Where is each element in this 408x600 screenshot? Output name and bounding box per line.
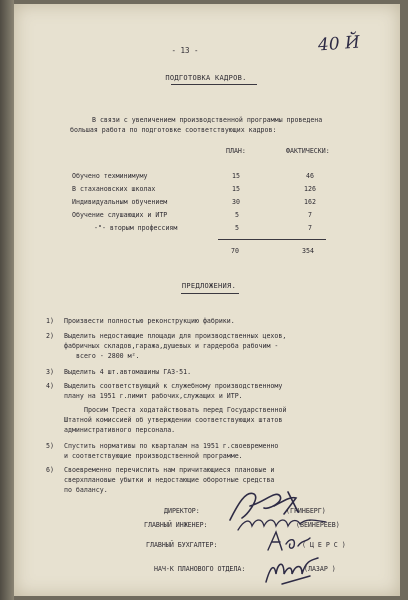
handwritten-number: 40 Й: [317, 32, 361, 56]
signature-title: ГЛАВНЫЙ БУХГАЛТЕР:: [146, 541, 218, 549]
proposal-number: 6): [46, 466, 54, 474]
signature-title: НАЧ-К ПЛАНОВОГО ОТДЕЛА:: [154, 565, 246, 573]
table-total-rule: [218, 239, 326, 240]
heading-underline: [171, 84, 257, 85]
intro-line-2: большая работа по подготовке соответствующих кадров:: [70, 126, 277, 134]
signature-title: ДИРЕКТОР:: [164, 507, 200, 515]
signature-name: (ВЕЙНЕРЕЕВ): [296, 521, 340, 529]
table-row-label: -"- вторым профессиям: [94, 224, 178, 232]
proposal-line: административного персонала.: [64, 426, 176, 434]
proposal-line: по балансу.: [64, 486, 108, 494]
table-row-label: Обучено техминимуму: [72, 172, 148, 180]
table-row-fact: 7: [308, 224, 312, 232]
signature-name: (ГРИНБЕРГ): [286, 507, 326, 515]
proposal-line: сверхплановые убытки и недостающие оборотные средства: [64, 476, 275, 484]
signature-name: ( Ц Е Р С ): [302, 541, 346, 549]
proposal-line: Просим Треста ходатайствовать перед Государственной: [84, 406, 287, 414]
proposal-line: Штатной комиссией об утверждении соответствующих штатов: [64, 416, 283, 424]
table-row-plan: 30: [232, 198, 240, 206]
table-row-fact: 46: [306, 172, 314, 180]
table-row-fact: 126: [304, 185, 316, 193]
signature-name: (ЛАЗАР ): [304, 565, 336, 573]
proposal-line: Выделить недостающие площади для производственных цехов,: [64, 332, 287, 340]
proposal-line: Выделить соответствующий к служебному производственному: [64, 382, 283, 390]
proposal-line: Выделить 4 шт.автомашины ГАЗ-51.: [64, 368, 192, 376]
binding-edge: [0, 0, 14, 600]
proposals-heading: ПРЕДЛОЖЕНИЯ.: [181, 282, 237, 290]
proposal-number: 4): [46, 382, 54, 390]
proposal-number: 3): [46, 368, 54, 376]
proposal-line: и соответствующие производственной программе.: [64, 452, 243, 460]
page-number: - 13 -: [171, 46, 199, 55]
table-row-label: В стахановских школах: [72, 185, 156, 193]
proposal-line: всего - 2800 м².: [76, 352, 140, 360]
proposal-number: 2): [46, 332, 54, 340]
proposals-underline: [181, 293, 239, 294]
table-row-fact: 7: [308, 211, 312, 219]
table-row-plan: 5: [235, 224, 239, 232]
proposal-line: Произвести полностью реконструкцию фабрики.: [64, 317, 235, 325]
signature-title: ГЛАВНЫЙ ИНЖЕНЕР:: [144, 521, 208, 529]
table-total-fact: 354: [302, 247, 314, 255]
intro-line-1: В связи с увеличением производственной программы проведена: [92, 116, 323, 124]
table-row-plan: 5: [235, 211, 239, 219]
planning-signature-icon: [262, 554, 322, 588]
section-heading: ПОДГОТОВКА КАДРОВ.: [165, 74, 247, 82]
proposal-line: плану на 1951 г.лимит рабочих,служащих и ИТР.: [64, 392, 243, 400]
proposal-line: Спустить нормативы по кварталам на 1951 г.своевременно: [64, 442, 279, 450]
document-page: [14, 4, 400, 596]
table-row-fact: 162: [304, 198, 316, 206]
table-header-plan: ПЛАН:: [226, 147, 246, 155]
table-row-plan: 15: [232, 185, 240, 193]
table-total-plan: 70: [231, 247, 239, 255]
table-row-label: Индивидуальным обучением: [72, 198, 168, 206]
accountant-signature-icon: [264, 528, 314, 554]
proposal-line: фабричных складов,гаража,душевых и гардероба рабочим -: [64, 342, 279, 350]
proposal-number: 1): [46, 317, 54, 325]
proposal-number: 5): [46, 442, 54, 450]
table-header-fact: ФАКТИЧЕСКИ:: [286, 147, 330, 155]
table-row-plan: 15: [232, 172, 240, 180]
proposal-line: Своевременно перечислить нам причитающиеся плановые и: [64, 466, 275, 474]
table-row-label: Обучение слушающих и ИТР: [72, 211, 168, 219]
